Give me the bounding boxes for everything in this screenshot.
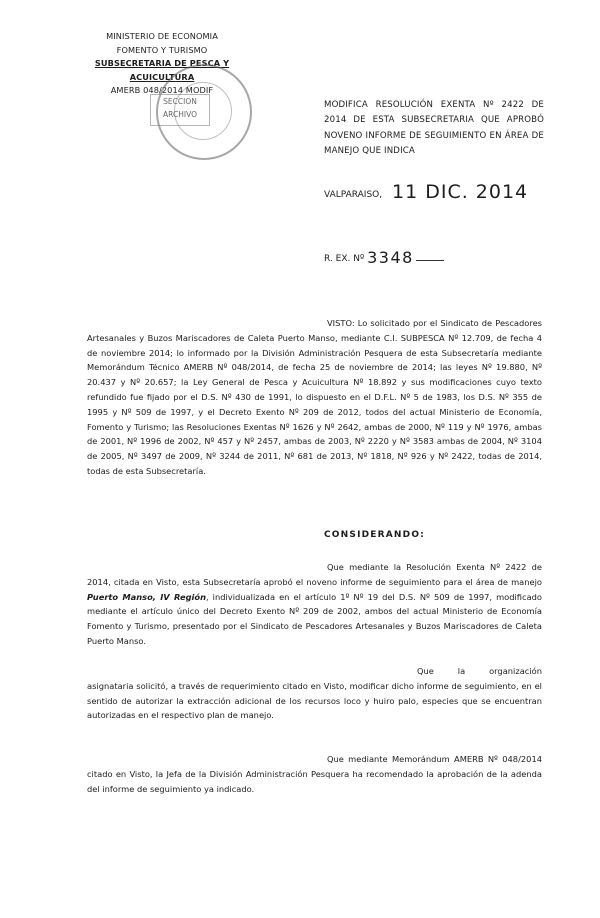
- resolution-number-line: [324, 246, 444, 265]
- visto-label: VISTO:: [327, 318, 355, 328]
- considerando-paragraph-2: Que la organización asignataria solicitó, a través de requerimiento citado en Visto, modificar dicho informe de seguimiento, en el sentido de autorizar la extracción adicional de los recursos loco y huiro palo, especies que se encuentran autorizadas en el respectivo plan de manejo.: [87, 666, 542, 721]
- resolution-label: R. EX. Nº: [324, 254, 365, 264]
- document-date: 11 DIC. 2014: [392, 181, 529, 203]
- considerando-paragraph-1: Que mediante la Resolución Exenta Nº 2422 de 2014, citada en Visto, esta Subsecretaría aprobó el noveno informe de seguimiento para el área de manejo Puerto Manso, IV Región, individualizada en el artículo 1º Nº 19 del D.S. Nº 509 de 1997, modificado mediante el artículo único del Decreto Exento Nº 209 de 2002, ambos del actual Ministerio de Economía Fomento y Turismo, presentado por el Sindicato de Pescadores Artesanales y Buzos Mariscadores de Caleta Puerto Manso.: [87, 562, 543, 646]
- file-reference: AMERB 048/2014 MODIF: [110, 85, 214, 95]
- considerando-paragraph-3: Que mediante Memorándum AMERB Nº 048/2014 citado en Visto, la Jefa de la División Administración Pesquera ha recomendado la aprobación de la adenda del informe de seguimiento ya indicado.: [87, 754, 542, 794]
- visto-paragraph: [87, 316, 542, 479]
- place-label: VALPARAISO,: [324, 190, 383, 200]
- considerando-heading: CONSIDERANDO:: [324, 530, 425, 540]
- area-name-emphasis: Puerto Manso, IV Región: [87, 591, 206, 602]
- visto-text: Lo solicitado por el Sindicato de Pescadores Artesanales y Buzos Mariscadores de Caleta Puerto Manso, mediante C.I. SUBPESCA Nº 12.709, de fecha 4 de noviembre 2014; lo informado por la División Administración Pesquera de esta Subsecretaría mediante Memorándum Técnico AMERB Nº 048/2014, de fecha 25 de noviembre de 2014; las leyes Nº 19.880, Nº 20.437 y Nº 20.657; la Ley General de Pesca y Acuicultura Nº 18.892 y sus modificaciones cuyo texto refundido fue fijado por el D.S. Nº 430 de 1991, lo dispuesto en el D.F.L. Nº 5 de 1983, los D.S. Nº 355 de 1995 y Nº 509 de 1997, y el Decreto Exento Nº 209 de 2012, todos del actual Ministerio de Economía, Fomento y Turismo; las Resoluciones Exentas Nº 1626 y Nº 2642, ambas de 2000, Nº 119 y Nº 1976, ambas de 2001, Nº 1996 de 2002, Nº 457 y Nº 2457, ambas de 2003, Nº 2220 y Nº 3583 ambas de 2004, Nº 3104 de 2005, Nº 3497 de 2009, Nº 3244 de 2011, Nº 681 de 2013, Nº 1818, Nº 926 y Nº 2422, todas de 2014, todas de esta Subsecretaría.: [87, 318, 543, 476]
- document-subject: MODIFICA RESOLUCIÓN EXENTA Nº 2422 DE 2014 DE ESTA SUBSECRETARIA QUE APROBÓ NOVENO INFORME DE SEGUIMIENTO EN ÁREA DE MANEJO QUE INDICA: [324, 100, 544, 156]
- ministry-name-line2: FOMENTO Y TURISMO: [116, 44, 208, 55]
- archive-stamp: SECCION ARCHIVO: [150, 94, 210, 126]
- undersecretariat-name: SUBSECRETARIA DE PESCA Y ACUICULTURA: [94, 58, 230, 82]
- ministry-name-line1: MINISTERIO DE ECONOMIA: [106, 31, 218, 41]
- resolution-number: 3348: [367, 248, 414, 267]
